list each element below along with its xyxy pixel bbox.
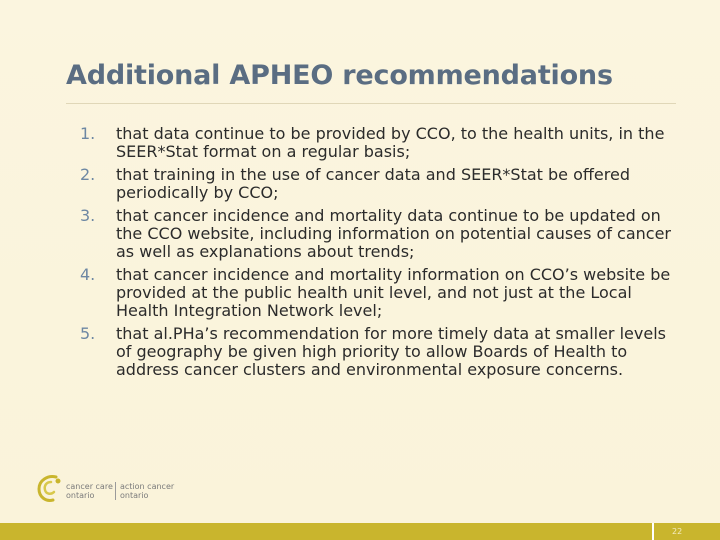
list-text: that data continue to be provided by CCO, to the health units, in the SEER*Stat format on a regular basis; <box>116 124 665 161</box>
list-item <box>80 166 680 202</box>
list-text: that training in the use of cancer data and SEER*Stat be offered periodically by CCO; <box>116 165 630 202</box>
swirl-logo-icon <box>34 472 66 504</box>
list-item <box>80 325 680 379</box>
logo-line: cancer care <box>66 482 113 491</box>
list-number: 1. <box>80 124 96 143</box>
list-text: that al.PHa’s recommendation for more timely data at smaller levels of geography be given high priority to allow Boards of Health to address cancer clusters and environmental exposure concerns. <box>116 324 666 379</box>
list-item <box>80 207 680 261</box>
logo-line: action cancer <box>120 482 175 491</box>
logo-text-english <box>66 482 113 500</box>
page-number: 22 <box>672 527 683 536</box>
logo-line: ontario <box>120 491 149 500</box>
logo-divider <box>115 482 116 500</box>
list-item <box>80 266 680 320</box>
cancer-care-ontario-logo <box>34 472 194 506</box>
list-item <box>80 125 680 161</box>
logo-line: ontario <box>66 491 95 500</box>
slide-title: Additional APHEO recommendations <box>66 60 613 91</box>
recommendation-list <box>80 125 680 384</box>
footer-bar <box>0 523 720 540</box>
list-text: that cancer incidence and mortality data continue to be updated on the CCO website, including information on potential causes of cancer as well as explanations about trends; <box>116 206 671 261</box>
list-number: 5. <box>80 324 96 343</box>
logo-text-french <box>120 482 174 500</box>
footer-divider <box>652 523 654 540</box>
list-number: 4. <box>80 265 96 284</box>
title-divider <box>66 103 676 104</box>
list-number: 2. <box>80 165 96 184</box>
list-number: 3. <box>80 206 96 225</box>
list-text: that cancer incidence and mortality information on CCO’s website be provided at the public health unit level, and not just at the Local Health Integration Network level; <box>116 265 671 320</box>
